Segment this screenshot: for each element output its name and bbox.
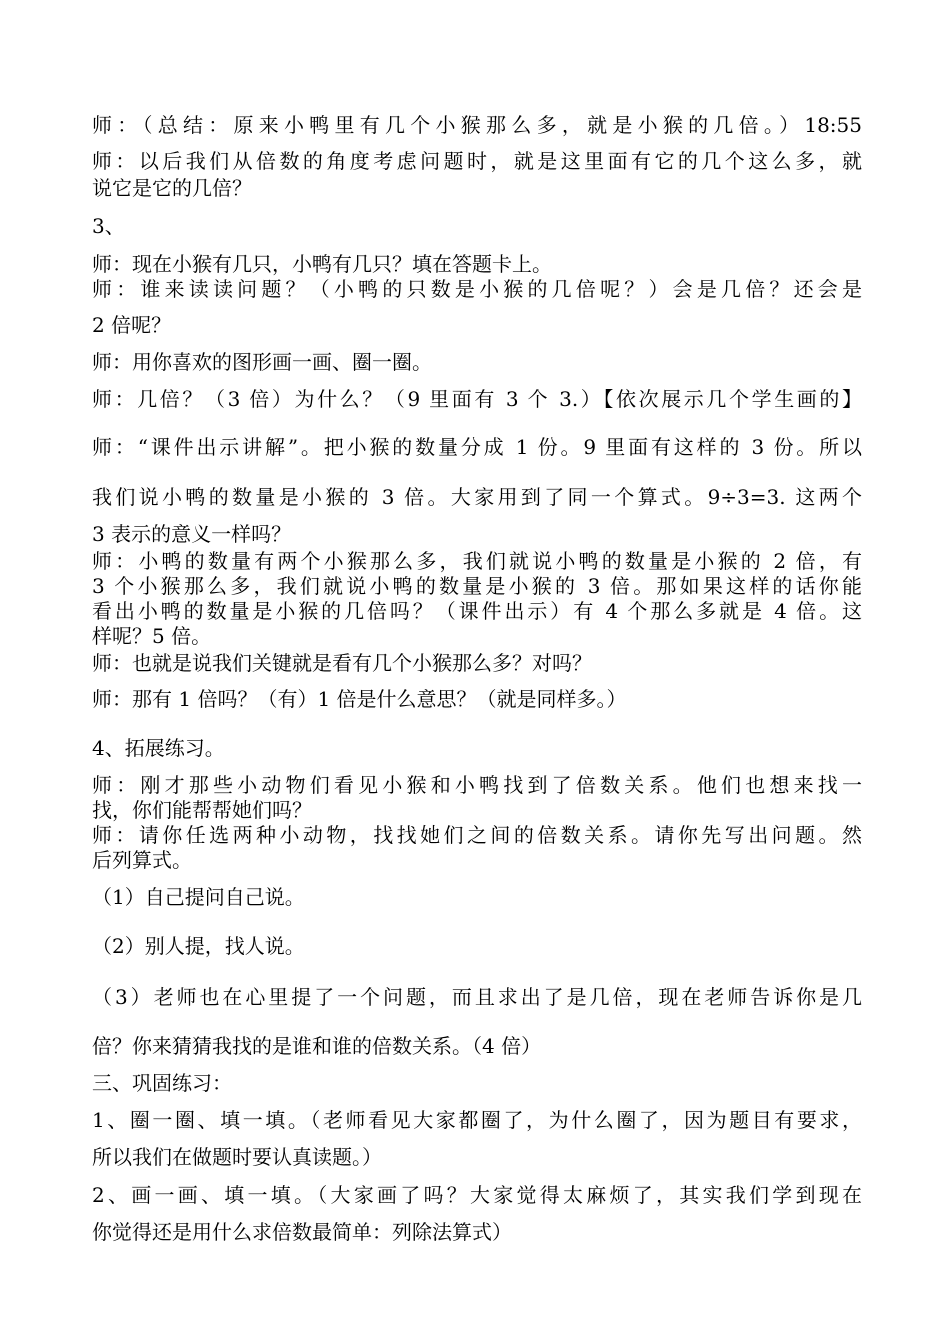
line-21: 找，你们能帮帮她们吗？ <box>92 798 312 822</box>
line-29: 1、圈一圈、填一填。（老师看见大家都圈了，为什么圈了，因为题目有要求， <box>92 1108 862 1132</box>
line-1: 师：（总结：原来小鸭里有几个小猴那么多，就是小猴的几倍。）18:55 <box>92 113 862 137</box>
line-25: （2）别人提，找人说。 <box>92 934 305 958</box>
line-27: 倍？你来猜猜我找的是谁和谁的倍数关系。（4 倍） <box>92 1034 542 1058</box>
line-28: 三、巩固练习： <box>92 1071 232 1095</box>
line-3: 说它是它的几倍？ <box>92 176 252 200</box>
line-30: 所以我们在做题时要认真读题。） <box>92 1145 382 1169</box>
line-2: 师：以后我们从倍数的角度考虑问题时，就是这里面有它的几个这么多，就 <box>92 149 862 173</box>
line-6: 师：谁来读读问题？（小鸭的只数是小猴的几倍呢？）会是几倍？还会是 <box>92 277 862 301</box>
line-31: 2、画一画、填一填。（大家画了吗？大家觉得太麻烦了，其实我们学到现在 <box>92 1183 862 1207</box>
line-13: 师：小鸭的数量有两个小猴那么多，我们就说小鸭的数量是小猴的 2 倍，有 <box>92 549 862 573</box>
line-8: 师：用你喜欢的图形画一画、圈一圈。 <box>92 350 432 374</box>
line-24: （1）自己提问自己说。 <box>92 885 305 909</box>
line-18: 师：那有 1 倍吗？（有）1 倍是什么意思？（就是同样多。） <box>92 687 627 711</box>
line-20: 师：刚才那些小动物们看见小猴和小鸭找到了倍数关系。他们也想来找一 <box>92 773 862 797</box>
line-16: 样呢？5 倍。 <box>92 624 212 648</box>
line-4: 3、 <box>92 214 125 238</box>
line-19: 4、拓展练习。 <box>92 736 225 760</box>
line-22: 师：请你任选两种小动物，找找她们之间的倍数关系。请你先写出问题。然 <box>92 823 862 847</box>
line-10: 师：“课件出示讲解”。把小猴的数量分成 1 份。9 里面有这样的 3 份。所以 <box>92 435 862 459</box>
line-11: 我们说小鸭的数量是小猴的 3 倍。大家用到了同一个算式。9÷3=3. 这两个 <box>92 485 862 509</box>
line-17: 师：也就是说我们关键就是看有几个小猴那么多？对吗？ <box>92 651 592 675</box>
line-14: 3 个小猴那么多，我们就说小鸭的数量是小猴的 3 倍。那如果这样的话你能 <box>92 574 862 598</box>
line-23: 后列算式。 <box>92 848 192 872</box>
line-15: 看出小鸭的数量是小猴的几倍吗？（课件出示）有 4 个那么多就是 4 倍。这 <box>92 599 862 623</box>
line-7: 2 倍呢？ <box>92 313 172 337</box>
line-9: 师：几倍？（3 倍）为什么？（9 里面有 3 个 3.）【依次展示几个学生画的】 <box>92 387 862 411</box>
line-5: 师：现在小猴有几只，小鸭有几只？填在答题卡上。 <box>92 252 552 276</box>
line-32: 你觉得还是用什么求倍数最简单：列除法算式） <box>92 1220 512 1244</box>
line-26: （3）老师也在心里提了一个问题，而且求出了是几倍，现在老师告诉你是几 <box>92 985 862 1009</box>
line-12: 3 表示的意义一样吗？ <box>92 522 292 546</box>
